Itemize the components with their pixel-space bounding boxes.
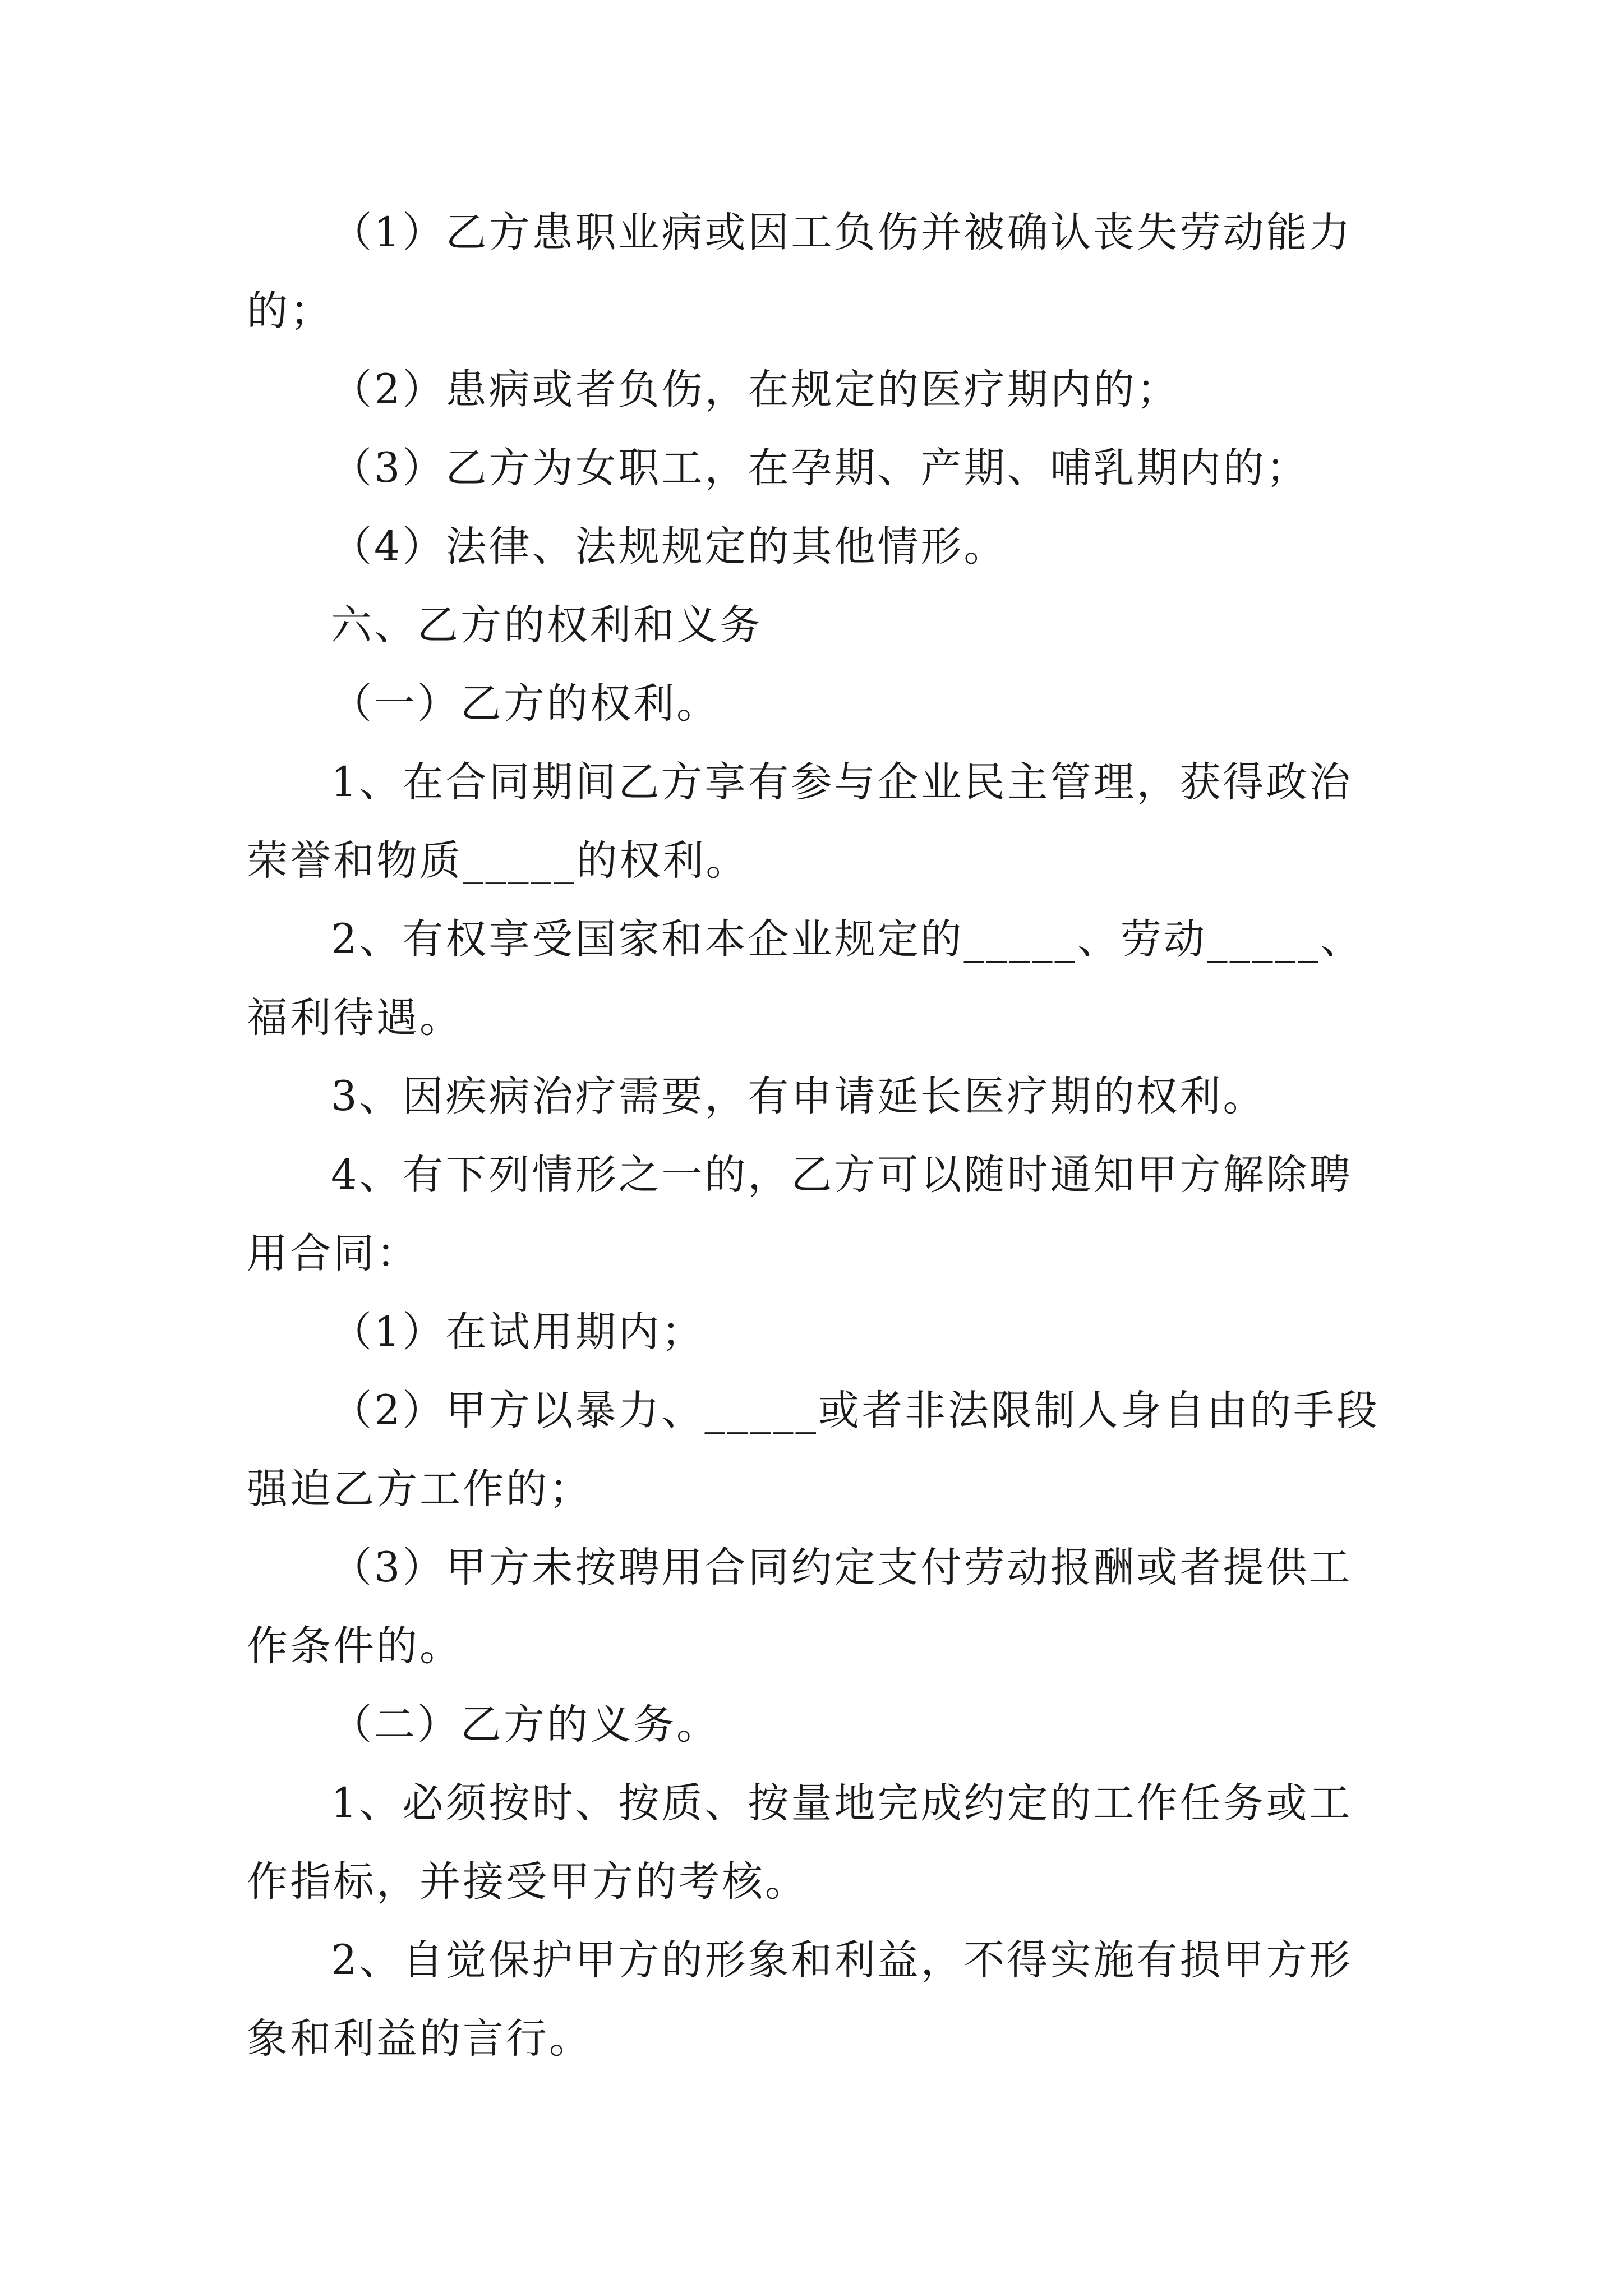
paragraph-right-4-item-1: （1）在试用期内； <box>331 1308 705 1356</box>
paragraph-obligation-1: 1、必须按时、按质、按量地完成约定的工作任务或工作指标，并接受甲方的考核。 <box>247 1779 1353 1906</box>
subsection-heading-rights: （一）乙方的权利。 <box>331 680 720 728</box>
subsection-heading-obligations: （二）乙方的义务。 <box>331 1701 720 1749</box>
paragraph-clause-4: （4）法律、法规规定的其他情形。 <box>331 523 1007 570</box>
paragraph-obligation-2: 2、自觉保护甲方的形象和利益，不得实施有损甲方形象和利益的言行。 <box>247 1936 1353 2063</box>
paragraph-right-4: 4、有下列情形之一的，乙方可以随时通知甲方解除聘用合同： <box>247 1151 1353 1277</box>
paragraph-right-2: 2、有权享受国家和本企业规定的_____、劳动_____、福利待遇。 <box>247 915 1364 1042</box>
paragraph-clause-2: （2）患病或者负伤，在规定的医疗期内的； <box>331 366 1180 413</box>
paragraph-clause-1: （1）乙方患职业病或因工负伤并被确认丧失劳动能力的； <box>247 209 1353 335</box>
paragraph-right-1: 1、在合同期间乙方享有参与企业民主管理，获得政治荣誉和物质_____的权利。 <box>247 758 1353 885</box>
paragraph-right-4-item-2: （2）甲方以暴力、_____或者非法限制人身自由的手段强迫乙方工作的； <box>247 1387 1380 1513</box>
paragraph-right-3: 3、因疾病治疗需要，有申请延长医疗期的权利。 <box>331 1073 1266 1120</box>
paragraph-right-4-item-3: （3）甲方未按聘用合同约定支付劳动报酬或者提供工作条件的。 <box>247 1544 1353 1670</box>
section-heading-rights-obligations: 六、乙方的权利和义务 <box>331 601 763 649</box>
paragraph-clause-3: （3）乙方为女职工，在孕期、产期、哺乳期内的； <box>331 444 1310 492</box>
